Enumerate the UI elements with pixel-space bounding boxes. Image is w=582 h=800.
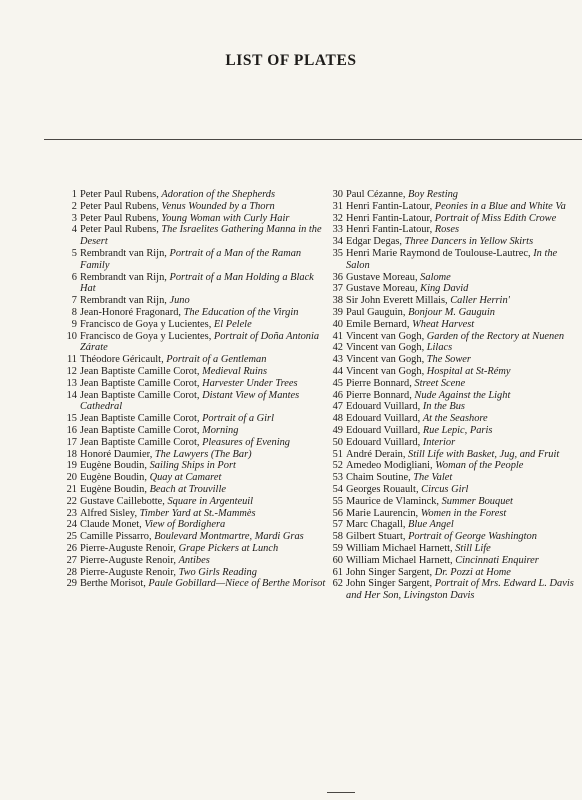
plate-entry <box>330 413 582 425</box>
plate-title: Antibes <box>178 554 210 566</box>
plate-artist: Jean Baptiste Camille Corot , <box>80 366 202 377</box>
plate-entry <box>64 543 326 555</box>
plate-entry <box>64 425 326 437</box>
plate-entry <box>64 484 326 496</box>
plate-artist: Eugène Boudin , <box>80 460 150 471</box>
plate-artist: Peter Paul Rubens , <box>80 224 161 235</box>
plate-number: 36 <box>332 271 343 283</box>
plate-number: 20 <box>66 472 77 484</box>
plate-artist: Maurice de Vlaminck , <box>346 496 442 507</box>
plate-title: Paule Gobillard—Niece of Berthe Morisot <box>148 578 326 590</box>
plate-title: In the Salon <box>346 247 558 271</box>
plate-title: Rue Lepic, Paris <box>422 424 493 436</box>
plate-artist: Vincent van Gogh , <box>346 342 427 353</box>
plate-artist: Amedeo Modigliani , <box>346 460 435 471</box>
plate-entry <box>330 519 582 531</box>
plate-number: 24 <box>66 519 77 531</box>
plate-title: Dr. Pozzi at Home <box>434 566 511 578</box>
page-title: LIST OF PLATES <box>225 52 357 69</box>
plate-artist: John Singer Sargent , <box>346 578 435 589</box>
plate-number: 61 <box>332 566 343 578</box>
plate-number: 13 <box>66 377 77 389</box>
plate-number: 55 <box>332 495 343 507</box>
plate-entry <box>330 342 582 354</box>
plate-artist: Sir John Everett Millais , <box>346 295 450 306</box>
plate-number: 21 <box>66 483 77 495</box>
plate-title: Circus Girl <box>421 483 469 495</box>
plate-artist: Gilbert Stuart , <box>346 531 408 542</box>
plate-artist: Alfred Sisley , <box>80 508 140 519</box>
plate-number: 14 <box>66 389 77 401</box>
plate-artist: Gustave Moreau , <box>346 283 420 294</box>
plate-artist: Rembrandt van Rijn , <box>80 248 169 259</box>
plate-title: View of Bordighera <box>144 519 226 531</box>
plate-entry <box>330 567 582 579</box>
plate-artist: Henri Marie Raymond de Toulouse-Lautrec , <box>346 248 533 259</box>
footer-divider <box>327 792 355 793</box>
plate-artist: Gustave Moreau , <box>346 272 420 283</box>
plate-entry <box>64 366 326 378</box>
plate-artist: John Singer Sargent , <box>346 567 435 578</box>
plate-artist: Francisco de Goya y Lucientes , <box>80 319 214 330</box>
plate-artist: Eugène Boudin , <box>80 472 150 483</box>
plate-artist: Marc Chagall , <box>346 519 408 530</box>
plate-artist: Edouard Vuillard , <box>346 425 423 436</box>
plate-title: The Education of the Virgin <box>183 306 299 318</box>
plate-number: 9 <box>71 318 77 330</box>
plate-number: 2 <box>71 200 77 212</box>
plate-entry <box>330 354 582 366</box>
plate-entry <box>330 543 582 555</box>
plate-number: 49 <box>332 424 343 436</box>
plate-entry <box>64 567 326 579</box>
plate-entry <box>64 578 326 590</box>
plate-entry <box>64 354 326 366</box>
plate-title: Women in the Forest <box>420 507 507 519</box>
plate-number: 30 <box>332 189 343 200</box>
plate-entry <box>330 189 582 201</box>
plate-title: At the Seashore <box>422 413 488 425</box>
plate-entry <box>64 437 326 449</box>
plate-artist: Jean Baptiste Camille Corot , <box>80 437 202 448</box>
plate-artist: Jean Baptiste Camille Corot , <box>80 390 202 401</box>
plate-entry <box>330 213 582 225</box>
header-divider <box>44 139 582 140</box>
plate-entry <box>64 319 326 331</box>
plate-entry <box>330 496 582 508</box>
plate-title: Garden of the Rectory at Nuenen <box>426 330 565 342</box>
plate-artist: Chaim Soutine , <box>346 472 413 483</box>
plate-entry <box>330 378 582 390</box>
plates-column-left <box>64 189 326 590</box>
plate-title: Young Woman with Curly Hair <box>161 212 290 224</box>
plate-entry <box>330 508 582 520</box>
plate-entry <box>330 425 582 437</box>
plate-number: 11 <box>66 354 77 366</box>
plate-number: 43 <box>332 354 343 366</box>
plate-artist: Emile Bernard , <box>346 319 412 330</box>
plate-title: Distant View of Mantes Cathedral <box>80 389 300 413</box>
plate-number: 17 <box>66 436 77 448</box>
plate-entry <box>64 331 326 355</box>
plate-artist: Pierre-Auguste Renoir , <box>80 567 179 578</box>
plate-artist: Rembrandt van Rijn , <box>80 272 169 283</box>
plate-artist: Paul Gauguin , <box>346 307 408 318</box>
plate-entry <box>64 555 326 567</box>
plate-title: The Israelites Gathering Manna in the Desert <box>80 224 322 248</box>
plate-entry <box>64 460 326 472</box>
plate-title: Boulevard Montmartre, Mardi Gras <box>154 531 304 543</box>
plate-artist: Georges Rouault , <box>346 484 421 495</box>
plate-title: Portrait of Mrs. Edward L. Davis and Her Son, Livingston Davis <box>346 578 574 602</box>
plate-number: 3 <box>71 212 77 224</box>
plate-artist: Paul Cézanne , <box>346 189 408 200</box>
plate-title: Nude Against the Light <box>414 389 511 401</box>
plate-number: 35 <box>332 247 343 259</box>
plate-title: Quay at Camaret <box>149 472 222 484</box>
plate-artist: William Michael Harnett , <box>346 555 455 566</box>
plate-artist: Marie Laurencin , <box>346 508 421 519</box>
plate-title: Portrait of Doña Antonia Zárate <box>80 330 320 354</box>
plate-entry <box>330 331 582 343</box>
plate-title: Venus Wounded by a Thorn <box>161 200 275 212</box>
plate-number: 31 <box>332 200 343 212</box>
plate-number: 22 <box>66 495 77 507</box>
plate-artist: Jean Baptiste Camille Corot , <box>80 413 202 424</box>
plate-number: 47 <box>332 401 343 413</box>
plate-entry <box>64 295 326 307</box>
plate-entry <box>64 390 326 414</box>
plate-number: 28 <box>66 566 77 578</box>
plate-number: 23 <box>66 507 77 519</box>
plate-number: 15 <box>66 413 77 425</box>
plate-title: Square in Argenteuil <box>167 495 254 507</box>
plate-title: King David <box>420 283 469 295</box>
plate-number: 52 <box>332 460 343 472</box>
plate-title: Boy Resting <box>408 189 458 200</box>
plate-number: 12 <box>66 365 77 377</box>
plate-entry <box>330 236 582 248</box>
plate-number: 18 <box>66 448 77 460</box>
plate-entry <box>330 555 582 567</box>
plate-artist: André Derain , <box>346 449 408 460</box>
plate-entry <box>64 189 326 201</box>
plate-title: Timber Yard at St.-Mammès <box>139 507 256 519</box>
plate-artist: Rembrandt van Rijn , <box>80 295 169 306</box>
plate-artist: Edgar Degas , <box>346 236 405 247</box>
plate-number: 38 <box>332 295 343 307</box>
plate-entry <box>330 295 582 307</box>
plate-title: Portrait of Miss Edith Crowe <box>434 212 557 224</box>
plate-artist: Vincent van Gogh , <box>346 354 427 365</box>
plate-number: 44 <box>332 365 343 377</box>
plate-title: Wheat Harvest <box>412 318 475 330</box>
plate-entry <box>64 378 326 390</box>
plate-title: Lilacs <box>426 342 453 354</box>
plate-number: 32 <box>332 212 343 224</box>
plate-entry <box>64 272 326 296</box>
plate-artist: Edouard Vuillard , <box>346 437 423 448</box>
plate-entry <box>64 496 326 508</box>
plate-entry <box>330 390 582 402</box>
plate-artist: Jean Baptiste Camille Corot , <box>80 425 202 436</box>
plate-number: 40 <box>332 318 343 330</box>
plate-entry <box>330 366 582 378</box>
plates-column-right <box>330 189 582 602</box>
plate-title: Bonjour M. Gauguin <box>408 306 495 318</box>
plate-title: Cincinnati Enquirer <box>455 554 539 566</box>
plate-entry <box>330 224 582 236</box>
plate-number: 5 <box>71 247 77 259</box>
plate-artist: Vincent van Gogh , <box>346 331 427 342</box>
plate-artist: Vincent van Gogh , <box>346 366 427 377</box>
plate-entry <box>64 449 326 461</box>
plate-title: Roses <box>434 224 460 236</box>
plate-number: 46 <box>332 389 343 401</box>
plate-title: Medieval Ruins <box>202 365 267 377</box>
plate-number: 6 <box>71 271 77 283</box>
plate-title: Caller Herrin' <box>450 295 510 307</box>
plate-artist: Jean-Honoré Fragonard , <box>80 307 184 318</box>
plate-entry <box>330 248 582 272</box>
plate-artist: Berthe Morisot , <box>80 578 148 589</box>
plate-number: 8 <box>71 306 77 318</box>
plate-title: Adoration of the Shepherds <box>161 189 276 200</box>
plate-entry <box>64 531 326 543</box>
plate-number: 59 <box>332 542 343 554</box>
plate-entry <box>330 484 582 496</box>
plate-artist: Pierre-Auguste Renoir , <box>80 555 179 566</box>
plate-number: 41 <box>332 330 343 342</box>
plate-artist: Henri Fantin-Latour , <box>346 224 435 235</box>
plate-entry <box>330 307 582 319</box>
plate-number: 58 <box>332 531 343 543</box>
plate-number: 1 <box>71 189 77 200</box>
plate-number: 51 <box>332 448 343 460</box>
plate-number: 10 <box>66 330 77 342</box>
plate-artist: Francisco de Goya y Lucientes , <box>80 331 214 342</box>
plate-title: Woman of the People <box>435 460 524 472</box>
plate-title: Pleasures of Evening <box>202 436 290 448</box>
plate-title: Portrait of a Gentleman <box>166 354 267 366</box>
plate-entry <box>64 248 326 272</box>
plate-title: Juno <box>169 295 190 307</box>
plate-number: 57 <box>332 519 343 531</box>
plate-number: 19 <box>66 460 77 472</box>
plate-title: Still Life with Basket, Jug, and Fruit <box>408 448 560 460</box>
plate-entry <box>330 449 582 461</box>
plate-title: The Lawyers (The Bar) <box>154 448 252 460</box>
plate-number: 16 <box>66 424 77 436</box>
plate-title: Beach at Trouville <box>149 483 226 495</box>
plate-title: Portrait of a Man of the Raman Family <box>80 247 302 271</box>
plate-number: 42 <box>332 342 343 354</box>
plate-entry <box>330 319 582 331</box>
plate-title: Three Dancers in Yellow Skirts <box>404 236 534 248</box>
plate-title: In the Bus <box>422 401 465 413</box>
plate-artist: Henri Fantin-Latour , <box>346 201 435 212</box>
plate-entry <box>330 401 582 413</box>
plate-entry <box>330 201 582 213</box>
plate-artist: Henri Fantin-Latour , <box>346 213 435 224</box>
plate-number: 27 <box>66 554 77 566</box>
plate-title: Summer Bouquet <box>441 495 513 507</box>
plate-number: 26 <box>66 542 77 554</box>
plate-number: 60 <box>332 554 343 566</box>
plate-title: Morning <box>202 424 239 436</box>
plate-artist: Claude Monet , <box>80 519 144 530</box>
plate-entry <box>330 437 582 449</box>
plate-title: Peonies in a Blue and White Va <box>434 200 566 212</box>
plate-entry <box>64 519 326 531</box>
plate-entry <box>64 201 326 213</box>
plate-title: Street Scene <box>414 377 466 389</box>
plate-number: 50 <box>332 436 343 448</box>
plate-entry <box>64 508 326 520</box>
plate-artist: Pierre Bonnard , <box>346 378 414 389</box>
plate-artist: Théodore Géricault , <box>80 354 166 365</box>
plate-entry <box>64 307 326 319</box>
plate-number: 29 <box>66 578 77 590</box>
plate-number: 56 <box>332 507 343 519</box>
plate-title: Interior <box>422 436 456 448</box>
plate-artist: Pierre Bonnard , <box>346 390 414 401</box>
plate-artist: Jean Baptiste Camille Corot , <box>80 378 202 389</box>
plate-number: 4 <box>71 224 77 236</box>
plate-artist: Eugène Boudin , <box>80 484 150 495</box>
plate-artist: Edouard Vuillard , <box>346 413 423 424</box>
plate-artist: Peter Paul Rubens , <box>80 201 161 212</box>
plate-entry <box>330 472 582 484</box>
plate-number: 7 <box>71 295 77 307</box>
plate-entry <box>64 224 326 248</box>
plate-title: Hospital at St-Rémy <box>426 365 511 377</box>
plate-title: Blue Angel <box>408 519 454 531</box>
plate-number: 37 <box>332 283 343 295</box>
plate-artist: William Michael Harnett , <box>346 543 455 554</box>
plate-title: Portrait of a Girl <box>202 413 274 425</box>
plate-artist: Pierre-Auguste Renoir , <box>80 543 179 554</box>
plate-title: Portrait of a Man Holding a Black Hat <box>80 271 314 295</box>
plate-artist: Edouard Vuillard , <box>346 401 423 412</box>
plate-title: The Valet <box>413 472 453 484</box>
plate-title: Harvester Under Trees <box>202 377 298 389</box>
plate-title: El Pelele <box>213 318 252 330</box>
plate-number: 54 <box>332 483 343 495</box>
plate-entry <box>330 578 582 602</box>
plate-title: Portrait of George Washington <box>408 531 537 543</box>
plate-artist: Peter Paul Rubens , <box>80 213 161 224</box>
plate-entry <box>330 531 582 543</box>
plate-number: 33 <box>332 224 343 236</box>
plate-entry <box>64 213 326 225</box>
plate-title: Sailing Ships in Port <box>149 460 236 472</box>
plate-number: 34 <box>332 236 343 248</box>
plate-number: 39 <box>332 306 343 318</box>
plate-entry <box>330 272 582 284</box>
plate-title: Still Life <box>455 542 491 554</box>
plate-title: The Sower <box>426 354 471 366</box>
plate-title: Two Girls Reading <box>178 566 257 578</box>
plate-number: 25 <box>66 531 77 543</box>
plate-number: 45 <box>332 377 343 389</box>
plate-title: Grape Pickers at Lunch <box>178 542 279 554</box>
plate-artist: Camille Pissarro , <box>80 531 154 542</box>
plate-title: Salome <box>420 271 451 283</box>
plate-entry <box>64 472 326 484</box>
plate-number: 53 <box>332 472 343 484</box>
plate-artist: Honoré Daumier , <box>80 449 155 460</box>
plate-entry <box>64 413 326 425</box>
plate-entry <box>330 460 582 472</box>
plate-number: 62 <box>332 578 343 590</box>
plate-artist: Peter Paul Rubens , <box>80 189 161 200</box>
plate-artist: Gustave Caillebotte , <box>80 496 167 507</box>
plate-number: 48 <box>332 413 343 425</box>
plate-entry <box>330 283 582 295</box>
